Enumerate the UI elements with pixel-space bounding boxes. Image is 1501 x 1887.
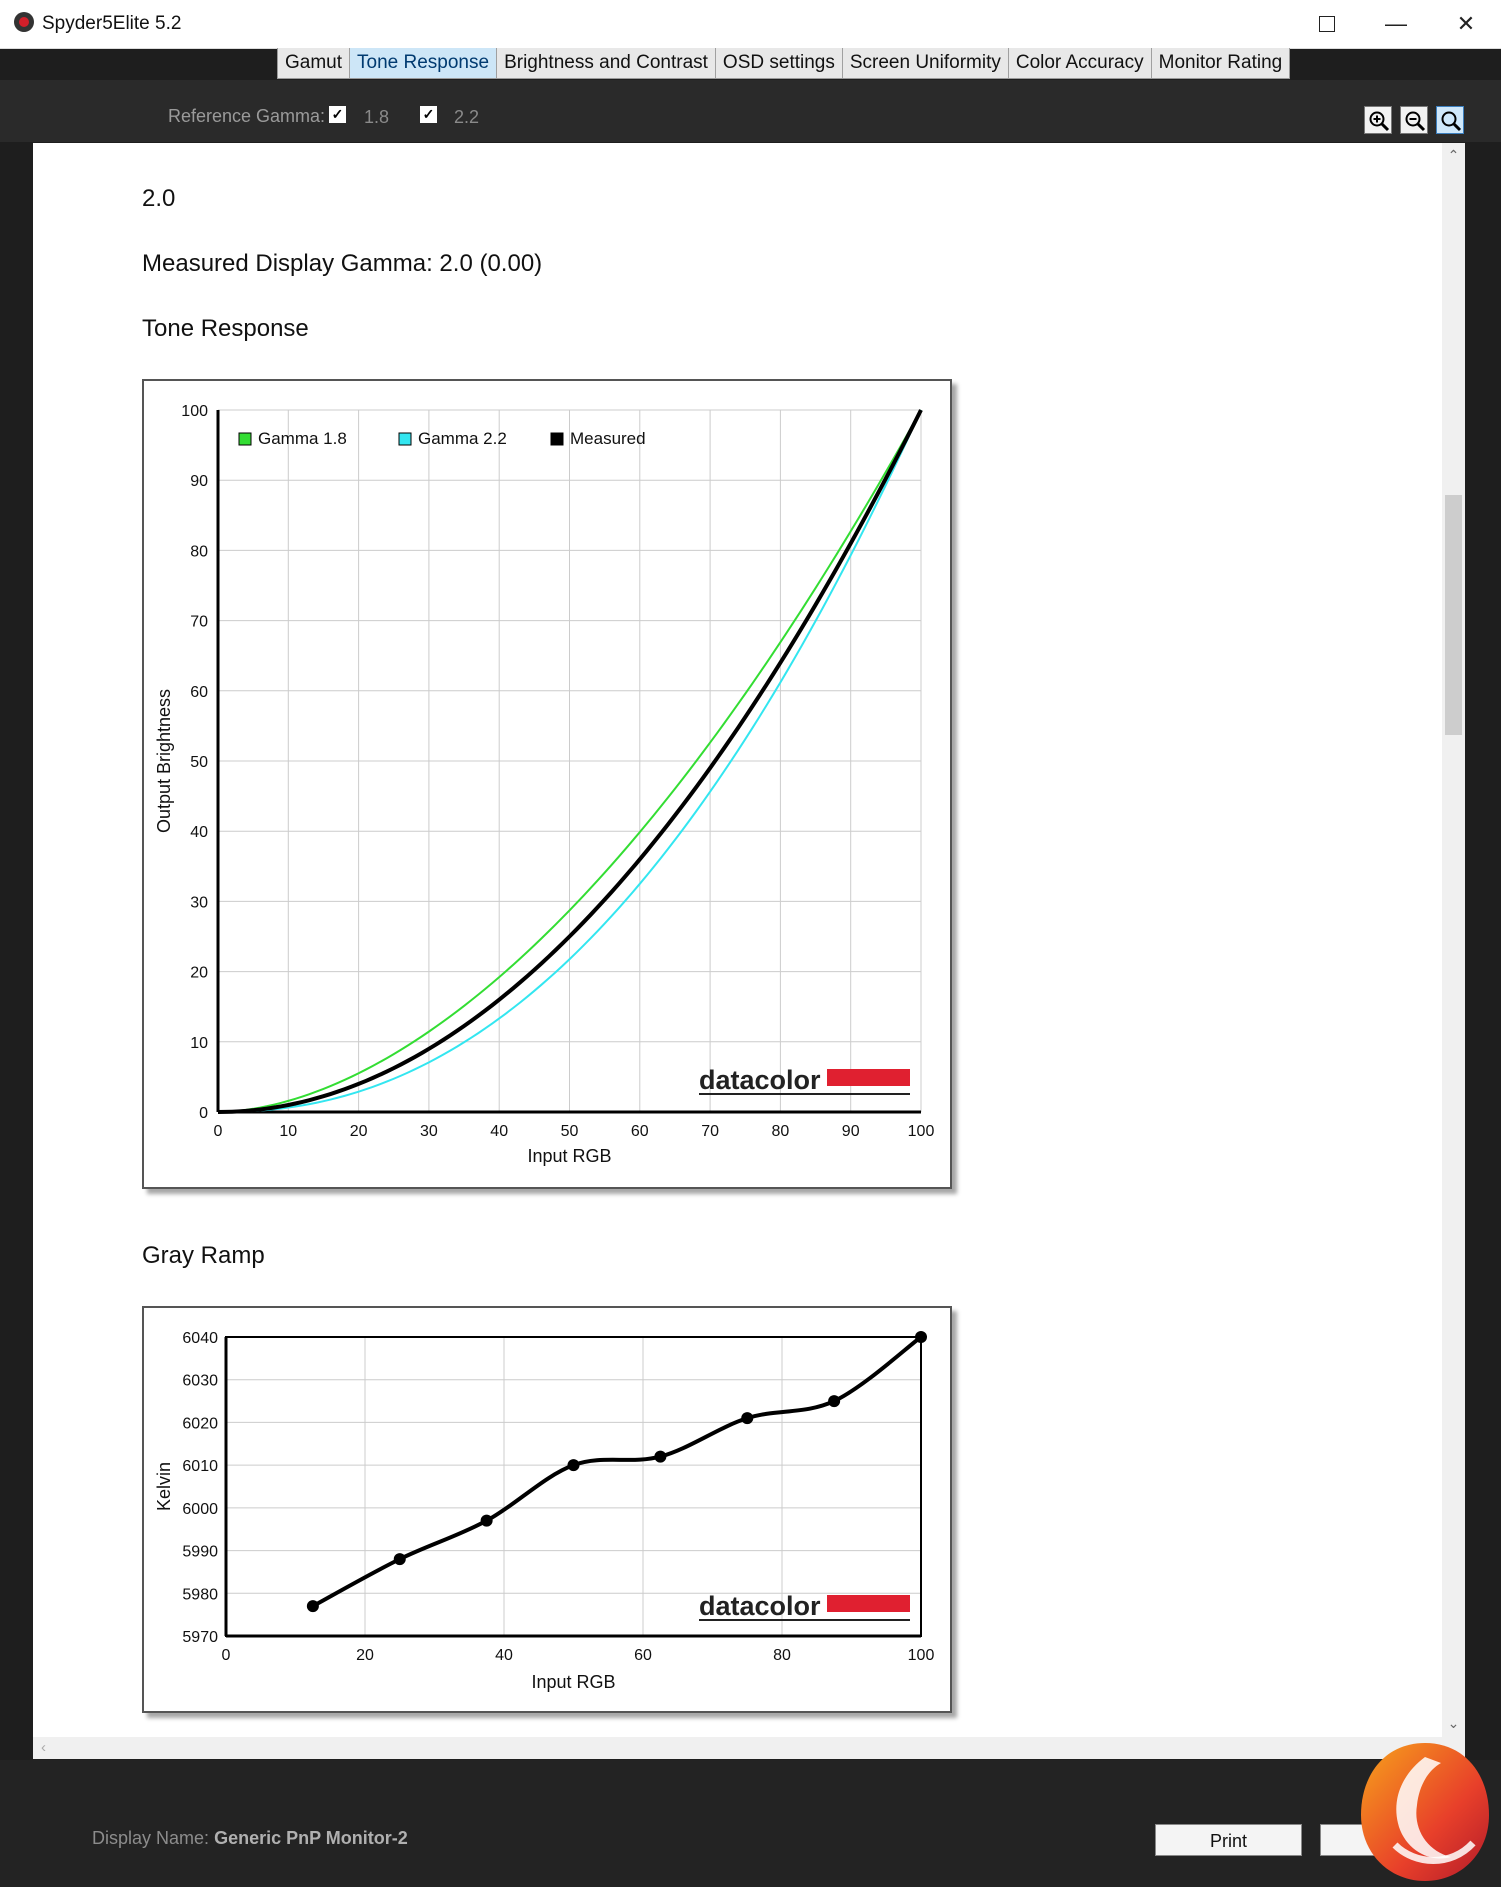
maximize-button[interactable] bbox=[1292, 0, 1362, 48]
app-logo-icon bbox=[14, 12, 34, 32]
y-tick-label: 10 bbox=[190, 1034, 208, 1052]
y-axis-label: Output Brightness bbox=[154, 688, 174, 834]
scroll-down-icon[interactable]: ⌄ bbox=[1447, 1715, 1460, 1731]
y-tick-label: 30 bbox=[190, 894, 208, 912]
y-tick-label: 20 bbox=[190, 964, 208, 982]
x-tick-label: 20 bbox=[349, 1123, 368, 1140]
gamma-1-8-label: 1.8 bbox=[364, 107, 390, 127]
tab-strip bbox=[277, 48, 1290, 79]
site-watermark-logo-icon bbox=[1355, 1735, 1495, 1885]
window-title: Spyder5Elite 5.2 bbox=[42, 13, 182, 34]
y-tick-label: 70 bbox=[190, 613, 208, 631]
y-axis-label: Kelvin bbox=[154, 1461, 174, 1512]
y-tick-label: 5990 bbox=[182, 1543, 218, 1561]
tab-color-accuracy[interactable]: Color Accuracy bbox=[1009, 48, 1152, 78]
datacolor-watermark: datacolor bbox=[699, 1065, 821, 1095]
y-tick-label: 5970 bbox=[182, 1629, 218, 1646]
legend-label: Gamma 2.2 bbox=[418, 429, 507, 448]
x-tick-label: 80 bbox=[771, 1123, 790, 1140]
display-name bbox=[92, 1828, 408, 1849]
x-tick-label: 40 bbox=[495, 1647, 513, 1664]
kelvin-data-point bbox=[394, 1553, 406, 1565]
x-tick-label: 50 bbox=[560, 1123, 579, 1140]
x-tick-label: 10 bbox=[279, 1123, 298, 1140]
tone-response-chart-svg bbox=[144, 381, 950, 1187]
close-button[interactable]: ✕ bbox=[1456, 11, 1476, 36]
scrollbar-thumb[interactable] bbox=[1445, 495, 1462, 735]
datacolor-red-bar bbox=[827, 1069, 910, 1086]
tab-screen-uniformity[interactable]: Screen Uniformity bbox=[843, 48, 1009, 78]
x-tick-label: 20 bbox=[356, 1647, 374, 1664]
y-tick-label: 100 bbox=[181, 403, 208, 420]
x-tick-label: 60 bbox=[634, 1647, 652, 1664]
tab-osd-settings[interactable]: OSD settings bbox=[716, 48, 843, 78]
legend-swatch bbox=[551, 433, 563, 445]
tab-tone-response[interactable]: Tone Response bbox=[350, 48, 497, 78]
x-axis-label: Input RGB bbox=[531, 1672, 616, 1692]
datacolor-red-bar bbox=[827, 1595, 910, 1612]
scroll-up-icon[interactable]: ⌃ bbox=[1447, 147, 1460, 163]
y-tick-label: 6010 bbox=[182, 1458, 218, 1476]
tab-gamut[interactable]: Gamut bbox=[278, 48, 350, 78]
x-tick-label: 60 bbox=[630, 1123, 649, 1140]
x-tick-label: 90 bbox=[841, 1123, 860, 1140]
y-tick-label: 90 bbox=[190, 473, 208, 491]
x-tick-label: 100 bbox=[907, 1123, 935, 1140]
gamma-2-2-checkbox[interactable]: ✓ bbox=[420, 106, 437, 123]
toolbar bbox=[0, 80, 1501, 142]
kelvin-data-point bbox=[568, 1459, 580, 1471]
kelvin-data-point bbox=[915, 1331, 927, 1343]
x-axis-label: Input RGB bbox=[527, 1146, 612, 1166]
y-tick-label: 6000 bbox=[182, 1500, 218, 1518]
kelvin-data-point bbox=[481, 1515, 493, 1527]
gray-ramp-chart bbox=[142, 1306, 952, 1713]
reference-gamma-label: Reference Gamma: bbox=[168, 106, 326, 126]
print-button[interactable]: Print bbox=[1155, 1824, 1302, 1856]
gamma-value: 2.0 bbox=[142, 185, 176, 212]
title-bar bbox=[0, 0, 1501, 49]
y-tick-label: 80 bbox=[190, 543, 208, 561]
kelvin-data-point bbox=[741, 1412, 753, 1424]
x-tick-label: 0 bbox=[213, 1123, 223, 1140]
zoom-fit-icon[interactable] bbox=[1436, 106, 1464, 134]
x-tick-label: 70 bbox=[701, 1123, 719, 1140]
tone-response-heading: Tone Response bbox=[142, 315, 309, 342]
display-name-value: Generic PnP Monitor-2 bbox=[214, 1828, 408, 1848]
scroll-left-icon[interactable]: ‹ bbox=[41, 1739, 46, 1756]
zoom-in-icon[interactable] bbox=[1364, 106, 1392, 134]
y-tick-label: 50 bbox=[190, 754, 208, 771]
legend-label: Measured bbox=[570, 429, 646, 448]
display-name-label: Display Name: bbox=[92, 1828, 210, 1848]
vertical-scrollbar[interactable] bbox=[1442, 143, 1465, 1737]
kelvin-data-point bbox=[828, 1395, 840, 1407]
tone-response-chart bbox=[142, 379, 952, 1189]
x-tick-label: 80 bbox=[773, 1647, 791, 1664]
x-tick-label: 40 bbox=[490, 1123, 509, 1140]
y-tick-label: 40 bbox=[190, 824, 208, 842]
y-tick-label: 6040 bbox=[182, 1330, 218, 1347]
kelvin-data-point bbox=[307, 1600, 319, 1612]
measured-gamma-text: Measured Display Gamma: 2.0 (0.00) bbox=[142, 250, 543, 277]
y-tick-label: 5980 bbox=[182, 1586, 218, 1604]
legend-swatch bbox=[399, 433, 411, 445]
y-tick-label: 6020 bbox=[182, 1415, 218, 1433]
gamma-2-2-label: 2.2 bbox=[454, 107, 480, 127]
x-tick-label: 0 bbox=[221, 1647, 231, 1664]
y-tick-label: 6030 bbox=[182, 1372, 218, 1390]
kelvin-data-point bbox=[654, 1451, 666, 1463]
horizontal-scrollbar[interactable] bbox=[33, 1737, 1465, 1759]
kelvin-series-line bbox=[313, 1337, 921, 1606]
zoom-out-icon[interactable] bbox=[1400, 106, 1428, 134]
x-tick-label: 100 bbox=[907, 1647, 935, 1664]
y-tick-label: 0 bbox=[199, 1105, 208, 1122]
datacolor-watermark: datacolor bbox=[699, 1591, 821, 1621]
legend-swatch bbox=[239, 433, 251, 445]
minimize-button[interactable]: — bbox=[1385, 11, 1407, 36]
gray-ramp-chart-svg bbox=[144, 1308, 950, 1711]
tab-monitor-rating[interactable]: Monitor Rating bbox=[1158, 52, 1283, 73]
status-bar bbox=[0, 1760, 1501, 1887]
tab-brightness-contrast[interactable]: Brightness and Contrast bbox=[497, 48, 716, 78]
gray-ramp-heading: Gray Ramp bbox=[142, 1242, 265, 1269]
x-tick-label: 30 bbox=[420, 1123, 438, 1140]
report-content bbox=[33, 143, 1442, 1737]
gamma-1-8-checkbox[interactable]: ✓ bbox=[329, 106, 346, 123]
legend-label: Gamma 1.8 bbox=[258, 429, 347, 448]
y-tick-label: 60 bbox=[190, 683, 208, 701]
